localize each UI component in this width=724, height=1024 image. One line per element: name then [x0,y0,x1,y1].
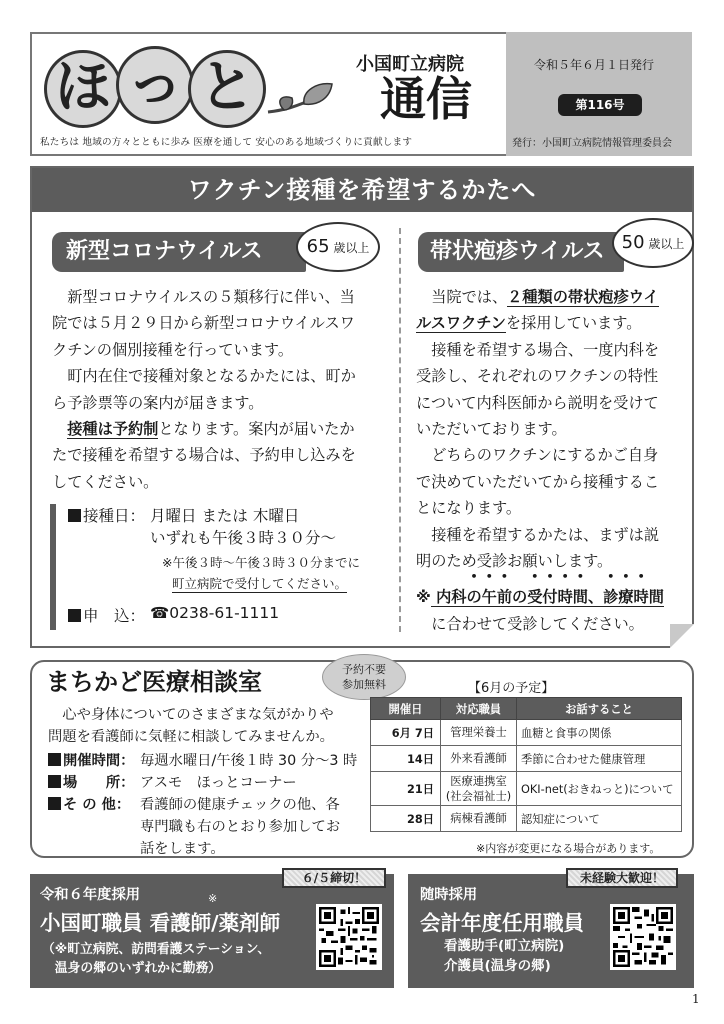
text-line: いただいております。 [416,420,567,439]
text-line: たで接種を希望する場合は、予約申し込みを [52,446,356,465]
recruit-box-staff [408,871,694,988]
apply-phone: ☎0238-61-1111 [150,604,280,622]
page-fold-decoration [670,624,696,650]
schedule-note: 町立病院で受付してください。 [172,576,348,591]
text-line: 問題を看護師に気軽に相談してみませんか。 [48,729,334,745]
emphasis-line: ※ 内科の午前の受付時間、診療時間 [416,588,664,607]
logo-char-to: と [188,50,266,128]
deadline-tag: ６/５締切！ [282,868,386,888]
recruit-positions: 看護助手(町立病院) 介護員(温身の郷) [444,938,565,974]
text-line: 接種を希望するかたは、まずは説 [416,525,659,544]
hospital-name: 小国町立病院 [356,54,464,75]
recruit-note: （※町立病院、訪問看護ステーション、 温身の郷のいずれかに勤務） [42,942,271,976]
schedule-table [370,697,682,832]
consultation-title: まちかど医療相談室 [46,668,262,696]
text-line: ら予診票等の案内が届きます。 [52,393,264,412]
table-cell-staff: 医療連携室 (社会福祉士) [441,772,517,806]
text-line: 町内在住で接種対象となるかたには、町か [52,367,356,386]
table-cell-date: 21日 [371,772,441,806]
motto: 私たちは 地域の方々とともに歩み 医療を通して 安心のある地域づくりに貢献します [40,137,413,148]
table-cell-staff: 病棟看護師 [441,806,517,832]
table-cell-topic: 認知症について [517,806,682,832]
publish-date: 令和５年６月１日発行 [534,58,655,72]
table-note: ※内容が変更になる場合があります。 [476,842,661,855]
recruit-box-nurse [30,871,394,988]
recruit-label: 随時採用 [420,887,478,903]
logo-char-ho: ほ [44,50,122,128]
qr-code[interactable] [316,904,382,970]
square-bullet-icon [68,609,81,622]
recruit-year: 令和６年度採用 [40,887,141,903]
qr-code-icon [319,907,379,967]
square-bullet-icon [48,753,61,766]
table-cell-staff: 外来看護師 [441,746,517,772]
covid-body [52,284,356,495]
vaccine-type-emphasis: ルスワクチン [416,314,506,333]
newsletter-logo [44,46,334,132]
schedule-label: 接種日： [68,504,145,526]
recruit-title: 小国町職員 看護師/薬剤師 [40,911,281,935]
table-row [371,772,682,806]
table-cell-topic: OKI-net(おきねっと)について [517,772,682,806]
table-row [371,720,682,746]
shingles-heading: 帯状疱疹ウイルス [418,232,624,272]
welcome-tag: 未経験大歓迎！ [566,868,678,888]
square-bullet-icon [48,797,61,810]
consultation-intro [48,704,334,748]
table-row [371,806,682,832]
table-cell-date: 28日 [371,806,441,832]
covid-heading: 新型コロナウイルス [52,232,306,272]
footnote-mark: ※ [208,892,218,905]
recruit-title: 会計年度任用職員 [420,911,584,935]
text-line: 明のため受診お願いします。 [416,552,613,571]
text-line: で決めていただいてから接種するこ [416,472,659,491]
schedule-days: 月曜日 または 木曜日 [150,507,300,525]
issue-badge: 第116号 [558,94,642,116]
table-cell-date: 6月 7日 [371,720,441,746]
square-bullet-icon [48,775,61,788]
leaf-icon [266,80,336,120]
text-line: クチンの個別接種を行っています。 [52,340,294,359]
shingles-age-bubble: 50 歳以上 [612,218,694,268]
qr-code[interactable] [610,904,676,970]
text-line: とになります。 [416,499,522,518]
text-line: 受診し、それぞれのワクチンの特性 [416,367,659,386]
text-line: 当院では、２種類の帯状疱疹ウイ [416,288,659,306]
vaccine-header: ワクチン接種を希望するかたへ [32,168,692,212]
text-line: どちらのワクチンにするかご自身 [416,446,659,465]
newsletter-title: 通信 [380,72,472,126]
vaccine-type-emphasis: ２種類の帯状疱疹ウイ [507,288,659,306]
logo-char-tsu: っ [116,46,194,124]
text-line: 接種は予約制となります。案内が届いたか [67,420,355,439]
text-line: ルスワクチンを採用しています。 [416,314,642,333]
table-cell-topic: 季節に合わせた健康管理 [517,746,682,772]
text-line: 接種を希望する場合、一度内科を [416,340,659,359]
apply-label: 申 込： [68,604,145,626]
text-line: してください。 [52,472,159,491]
publisher: 発行：小国町立病院情報管理委員会 [512,138,672,149]
text-line: 院では５月２９日から新型コロナウイルスワ [52,314,355,333]
text-line: に合わせて受診してください。 [416,614,644,633]
column-header: 開催日 [371,698,441,720]
qr-code-icon [613,907,673,967]
schedule-note: ※午後３時～午後３時３０分までに [162,555,360,570]
schedule-accent-bar [50,504,56,630]
covid-age-bubble: 65 歳以上 [296,222,380,272]
text-line: 新型コロナウイルスの５類移行に伴い、当 [52,288,355,306]
table-row [371,746,682,772]
table-cell-topic: 血糖と食事の関係 [517,720,682,746]
table-header-row [371,698,682,720]
table-cell-date: 14日 [371,746,441,772]
table-cell-staff: 管理栄養士 [441,720,517,746]
column-header: 対応職員 [441,698,517,720]
square-bullet-icon [68,509,81,522]
text-line: について内科医師から説明を受けて [416,393,659,412]
shingles-body [416,284,664,637]
reservation-emphasis: 接種は予約制 [67,420,159,439]
schedule-label: 【6月の予定】 [468,681,555,696]
column-header: お話すること [517,698,682,720]
text-line: 心や身体についてのさまざまな気がかりや [48,707,334,723]
free-badge: 予約不要 参加無料 [322,654,406,700]
column-divider [399,228,401,632]
schedule-time: いずれも午後３時３０分～ [150,529,337,547]
page-number: 1 [692,992,700,1006]
